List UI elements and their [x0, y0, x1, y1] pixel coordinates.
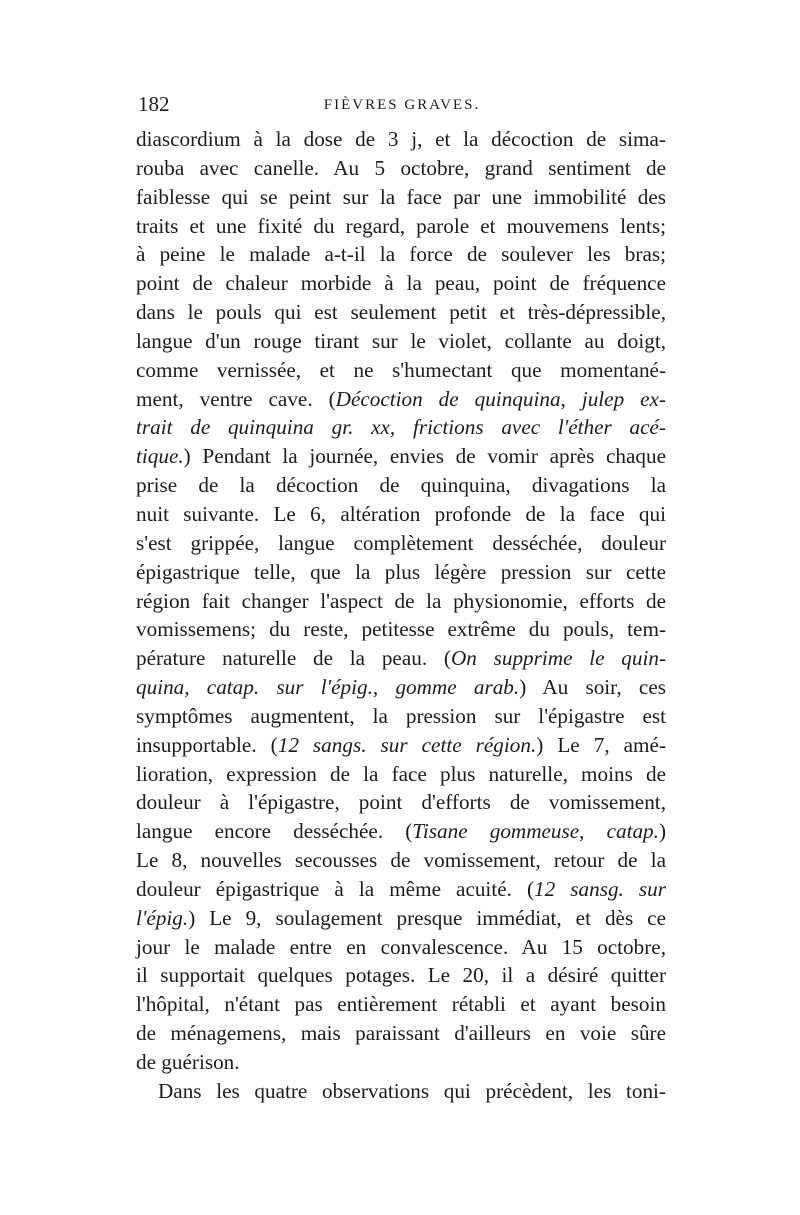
italic-segment: 12 sangs. sur cette région. [277, 732, 537, 757]
italic-segment: trait de quinquina gr. xx, frictions avec l'éther acé- [136, 415, 666, 440]
text-segment: vomissemens; du reste, petitesse extrême du pouls, tem- [136, 617, 666, 642]
text-line [136, 356, 666, 385]
text-line [136, 529, 666, 558]
text-segment: douleur épigastrique à la même acuité. ( [136, 876, 535, 901]
text-segment: lioration, expression de la face plus naturelle, moins de [136, 761, 666, 786]
italic-segment: 12 sansg. sur [534, 876, 666, 901]
italic-segment: tique. [136, 444, 184, 469]
text-line [136, 673, 666, 702]
text-segment: s'est grippée, langue complètement desséchée, douleur [136, 530, 666, 555]
text-line [136, 558, 666, 587]
text-segment: pérature naturelle de la peau. ( [136, 646, 451, 671]
text-line [136, 442, 666, 471]
text-line [136, 904, 666, 933]
text-segment: rouba avec canelle. Au 5 octobre, grand sentiment de [136, 155, 666, 180]
text-segment: dans le pouls qui est seulement petit et très-dépressible, [136, 300, 666, 325]
text-line [136, 413, 666, 442]
text-segment: région fait changer l'aspect de la physionomie, efforts de [136, 588, 666, 613]
body-text [136, 125, 666, 1106]
text-line [136, 1019, 666, 1048]
text-line [136, 933, 666, 962]
text-line [136, 327, 666, 356]
italic-segment: On supprime le quin- [450, 646, 666, 671]
text-segment: symptômes augmentent, la pression sur l'épigastre est [136, 703, 666, 728]
text-segment: l'hôpital, n'étant pas entièrement rétabli et ayant besoin [136, 992, 666, 1017]
text-segment: ment, ventre cave. ( [136, 386, 336, 411]
text-segment: faiblesse qui se peint sur la face par une immobilité des [136, 184, 666, 209]
text-line [136, 298, 666, 327]
text-segment: nuit suivante. Le 6, altération profonde de la face qui [136, 501, 666, 526]
text-line [136, 702, 666, 731]
text-line [136, 269, 666, 298]
text-line [136, 587, 666, 616]
text-line [136, 875, 666, 904]
text-segment: de guérison. [136, 1050, 240, 1074]
text-segment: langue encore desséchée. ( [136, 819, 413, 844]
text-segment: ) Le 7, amé- [536, 732, 666, 757]
running-title: FIÈVRES GRAVES. [323, 97, 481, 113]
italic-segment: quina, catap. sur l'épig., gomme arab. [136, 675, 520, 700]
text-line [136, 385, 666, 414]
text-line [136, 846, 666, 875]
text-segment: jour le malade entre en convalescence. Au 15 octobre, [136, 934, 666, 959]
text-line [136, 500, 666, 529]
text-segment: ) Le 9, soulagement presque immédiat, et dès ce [188, 905, 666, 930]
text-line [136, 212, 666, 241]
text-segment: prise de la décoction de quinquina, divagations la [136, 473, 666, 498]
italic-segment: Tisane gommeuse, catap. [412, 819, 659, 844]
text-segment: Le 8, nouvelles secousses de vomissement, retour de la [136, 848, 666, 873]
text-segment: traits et une fixité du regard, parole et mouvemens lents; [136, 213, 666, 238]
text-line [136, 240, 666, 269]
text-line [136, 961, 666, 990]
text-line [136, 154, 666, 183]
text-line [136, 760, 666, 789]
text-line [136, 731, 666, 760]
text-segment: douleur à l'épigastre, point d'efforts de vomissement, [136, 790, 666, 815]
text-line [136, 183, 666, 212]
text-line [136, 615, 666, 644]
text-segment: à peine le malade a-t-il la force de soulever les bras; [136, 242, 666, 267]
text-segment: point de chaleur morbide à la peau, point de fréquence [136, 271, 666, 296]
page-header [138, 90, 666, 120]
text-segment: diascordium à la dose de 3 j, et la décoction de sima- [136, 127, 666, 151]
text-segment: insupportable. ( [136, 732, 278, 757]
text-segment: ) Pendant la journée, envies de vomir après chaque [183, 444, 666, 469]
text-line [136, 471, 666, 500]
text-segment: comme vernissée, et ne s'humectant que momentané- [136, 357, 666, 382]
page-number: 182 [138, 92, 170, 116]
text-segment: ) [658, 819, 666, 844]
text-line [136, 644, 666, 673]
text-line [136, 788, 666, 817]
text-segment: il supportait quelques potages. Le 20, il a désiré quitter [136, 963, 666, 988]
text-segment: ) Au soir, ces [519, 675, 666, 700]
italic-segment: l'épig. [136, 905, 189, 930]
text-line [136, 1077, 666, 1106]
text-line [136, 125, 666, 154]
text-segment: Dans les quatre observations qui précèdent, les toni- [158, 1078, 666, 1103]
text-line [136, 990, 666, 1019]
text-segment: langue d'un rouge tirant sur le violet, collante au doigt, [136, 328, 666, 353]
text-segment: épigastrique telle, que la plus légère pression sur cette [136, 559, 666, 584]
text-line [136, 1048, 666, 1077]
text-line [136, 817, 666, 846]
text-segment: de ménagemens, mais paraissant d'ailleurs en voie sûre [136, 1021, 666, 1046]
italic-segment: Décoction de quinquina, julep ex- [335, 386, 666, 411]
